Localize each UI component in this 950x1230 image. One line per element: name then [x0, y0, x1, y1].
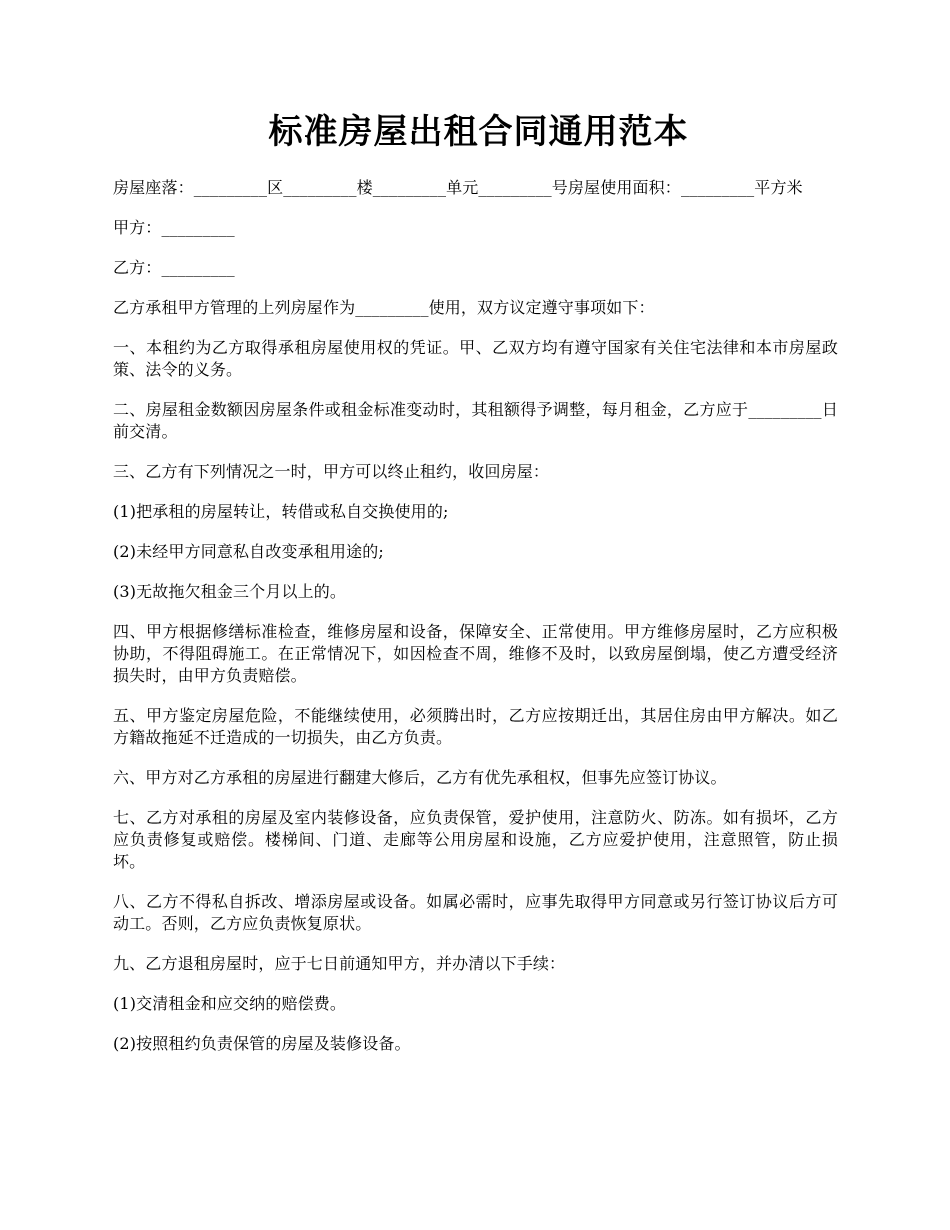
paragraph-clause-4: 四、甲方根据修缮标准检查，维修房屋和设备，保障安全、正常使用。甲方维修房屋时，乙方应积极协助，不得阻碍施工。在正常情况下，如因检查不周，维修不及时，以致房屋倒塌，使乙方遭受经济损失时，由甲方负责赔偿。	[113, 622, 838, 685]
paragraph-clause-1: 一、本租约为乙方取得承租房屋使用权的凭证。甲、乙双方均有遵守国家有关住宅法律和本市房屋政策、法令的义务。	[113, 338, 838, 379]
paragraph-clause-3: 三、乙方有下列情况之一时，甲方可以终止租约，收回房屋：	[113, 462, 550, 481]
paragraph-clause-6: 六、甲方对乙方承租的房屋进行翻建大修后，乙方有优先承租权，但事先应签订协议。	[113, 768, 727, 787]
paragraph-clause-9-item-2: (2)按照租约负责保管的房屋及装修设备。	[113, 1034, 411, 1053]
document-title: 标准房屋出租合同通用范本	[268, 112, 689, 152]
paragraph-party-b: 乙方：_________	[113, 258, 235, 277]
paragraph-clause-9-item-1: (1)交清租金和应交纳的赔偿费。	[113, 994, 347, 1013]
paragraph-clause-5: 五、甲方鉴定房屋危险，不能继续使用，必须腾出时，乙方应按期迁出，其居住房由甲方解决。如乙方籍故拖延不迁造成的一切损失，由乙方负责。	[113, 706, 838, 747]
paragraph-property-location: 房屋座落：_________区_________楼_________单元_________号房屋使用面积：_________平方米	[113, 178, 803, 197]
paragraph-clause-9: 九、乙方退租房屋时，应于七日前通知甲方，并办清以下手续：	[113, 954, 566, 973]
paragraph-clause-8: 八、乙方不得私自拆改、增添房屋或设备。如属必需时，应事先取得甲方同意或另行签订协议后方可动工。否则，乙方应负责恢复原状。	[113, 892, 838, 933]
paragraph-clause-2: 二、房屋租金数额因房屋条件或租金标准变动时，其租额得予调整，每月租金，乙方应于_________日前交清。	[113, 400, 838, 441]
paragraph-party-a: 甲方：_________	[113, 218, 235, 237]
paragraph-clause-7: 七、乙方对承租的房屋及室内装修设备，应负责保管，爱护使用，注意防火、防冻。如有损坏，乙方应负责修复或赔偿。楼梯间、门道、走廊等公用房屋和设施，乙方应爱护使用，注意照管，防止损坏。	[113, 808, 838, 871]
paragraph-clause-3-item-2: (2)未经甲方同意私自改变承租用途的;	[113, 542, 384, 561]
paragraph-clause-3-item-3: (3)无故拖欠租金三个月以上的。	[113, 582, 347, 601]
paragraph-preamble: 乙方承租甲方管理的上列房屋作为_________使用，双方议定遵守事项如下：	[113, 298, 655, 317]
paragraph-clause-3-item-1: (1)把承租的房屋转让，转借或私自交换使用的;	[113, 502, 449, 521]
